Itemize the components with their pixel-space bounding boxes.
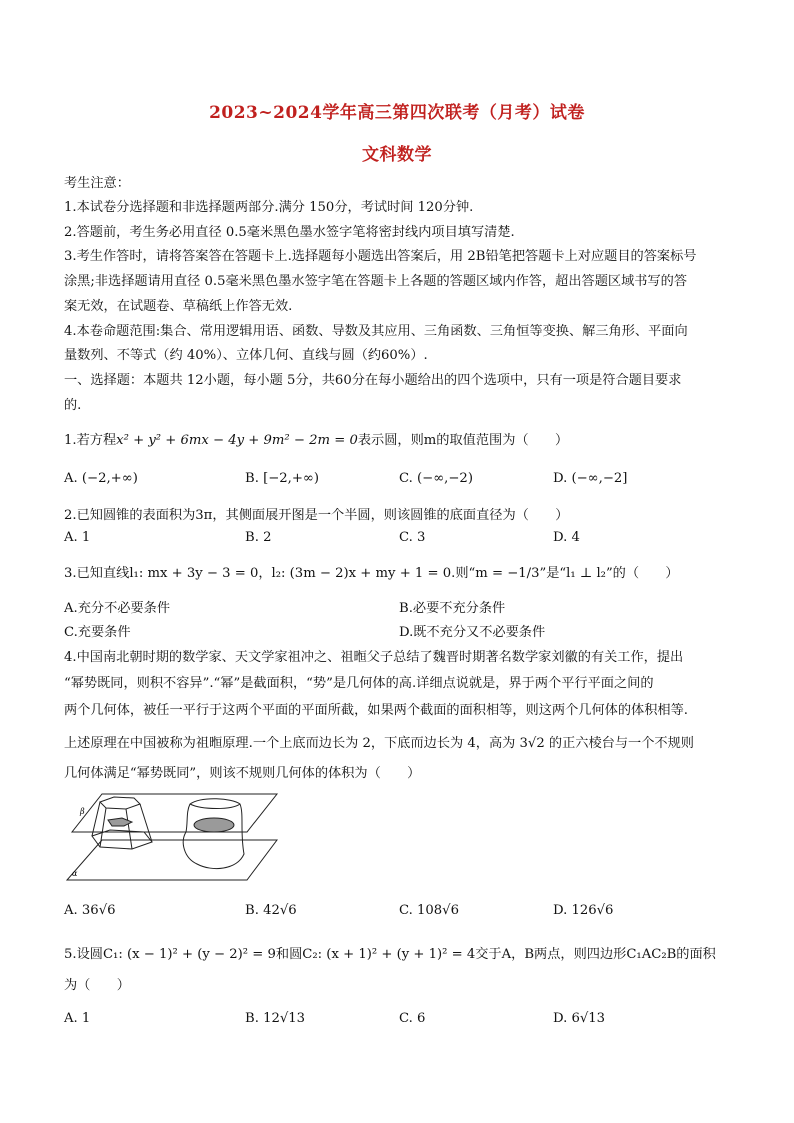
question-1-stem: [64, 430, 744, 452]
q1-option-b[interactable]: B. [−2,+∞): [245, 471, 320, 486]
question-3-options-row2: [64, 621, 744, 643]
q4-option-b[interactable]: B. 42√6: [245, 903, 297, 918]
q1-formula: x² + y² + 6mx − 4y + 9m² − 2m = 0: [116, 433, 358, 448]
question-5-options: [64, 1011, 744, 1033]
q2-option-a[interactable]: A. 1: [64, 530, 91, 545]
section-heading-cont: 的.: [64, 398, 82, 413]
label-alpha: α: [72, 869, 78, 878]
question-4-stem-line: 几何体满足“幂势既同”，则该不规则几何体的体积为（ ）: [64, 766, 421, 781]
notice-item: 3.考生作答时，请将答案答在答题卡上.选择题每小题选出答案后，用 2B铅笔把答题卡上对应题目的答案标号: [64, 249, 697, 264]
question-4-stem-line: 4.中国南北朝时期的数学家、天文学家祖冲之、祖暅父子总结了魏晋时期著名数学家刘徽的有关工作，提出: [64, 650, 684, 665]
q4-option-d[interactable]: D. 126√6: [553, 903, 614, 918]
question-4-stem-line: “幂势既同，则积不容异”.“幂”是截面积，“势”是几何体的高.详细点说就是，界于两个平行平面之间的: [64, 676, 654, 691]
question-5-stem-cont: 为（ ）: [64, 978, 130, 993]
zugeng-principle-figure: [62, 792, 282, 882]
q5-option-a[interactable]: A. 1: [64, 1011, 91, 1026]
question-3-options-row1: [64, 597, 744, 619]
q1-option-d[interactable]: D. (−∞,−2]: [553, 471, 628, 486]
notice-heading: 考生注意：: [64, 176, 130, 191]
question-4-options: [64, 903, 744, 925]
q1-option-c[interactable]: C. (−∞,−2): [399, 471, 473, 486]
q4-option-c[interactable]: C. 108√6: [399, 903, 459, 918]
q1-option-a[interactable]: A. (−2,+∞): [64, 471, 138, 486]
question-1-options: [64, 471, 744, 493]
question-4-stem-line: 两个几何体，被任一平行于这两个平面的平面所截，如果两个截面的面积相等，则这两个几何体的体积相等.: [64, 703, 689, 718]
irregular-solid: [183, 799, 244, 869]
q2-option-d[interactable]: D. 4: [553, 530, 580, 545]
q4-option-a[interactable]: A. 36√6: [64, 903, 116, 918]
q1-suffix: 表示圆，则m的取值范围为（ ）: [357, 433, 569, 448]
q3-option-d[interactable]: D.既不充分又不必要条件: [399, 625, 546, 640]
question-2-stem: 2.已知圆锥的表面积为3π，其侧面展开图是一个半圆，则该圆锥的底面直径为（ ）: [64, 508, 569, 523]
question-5-stem: 5.设圆C₁: (x − 1)² + (y − 2)² = 9和圆C₂: (x + 1)² + (y + 1)² = 4交于A，B两点，则四边形C₁AC₂B的面积: [64, 947, 716, 962]
q2-option-c[interactable]: C. 3: [399, 530, 426, 545]
notice-item: 量数列、不等式（约 40%）、立体几何、直线与圆（约60%）.: [64, 348, 428, 363]
q5-option-b[interactable]: B. 12√13: [245, 1011, 306, 1026]
notice-item: 1.本试卷分选择题和非选择题两部分.满分 150分，考试时间 120分钟.: [64, 200, 474, 215]
q2-option-b[interactable]: B. 2: [245, 530, 272, 545]
notice-item: 案无效，在试题卷、草稿纸上作答无效.: [64, 299, 293, 314]
question-3-stem: 3.已知直线l₁: mx + 3y − 3 = 0，l₂: (3m − 2)x + my + 1 = 0.则“m = −1/3”是“l₁ ⊥ l₂”的（ ）: [64, 566, 679, 581]
notice-item: 涂黑;非选择题请用直径 0.5毫米黑色墨水签字笔在答题卡上各题的答题区域内作答，超出答题区域书写的答: [64, 274, 688, 289]
exam-subtitle: 文科数学: [362, 145, 432, 165]
notice-item: 2.答题前，考生务必用直径 0.5毫米黑色墨水签字笔将密封线内项目填写清楚.: [64, 225, 515, 240]
q3-option-b[interactable]: B.必要不充分条件: [399, 601, 506, 616]
label-beta: β: [80, 807, 85, 816]
plane-alpha: [67, 840, 277, 880]
notice-item: 4.本卷命题范围:集合、常用逻辑用语、函数、导数及其应用、三角函数、三角恒等变换、解三角形、平面向: [64, 324, 688, 339]
q3-option-c[interactable]: C.充要条件: [64, 625, 131, 640]
q1-prefix: 1.若方程: [64, 433, 117, 448]
hexagonal-frustum: [92, 797, 152, 849]
question-2-options: [64, 530, 744, 552]
q3-option-a[interactable]: A.充分不必要条件: [64, 601, 171, 616]
question-4-stem-line: 上述原理在中国被称为祖暅原理.一个上底而边长为 2，下底而边长为 4，高为 3√2 的正六棱台与一个不规则: [64, 736, 694, 751]
exam-title: 2023~2024学年高三第四次联考（月考）试卷: [209, 103, 585, 123]
q5-option-c[interactable]: C. 6: [399, 1011, 426, 1026]
q5-option-d[interactable]: D. 6√13: [553, 1011, 606, 1026]
section-heading: 一、选择题：本题共 12小题，每小题 5分，共60分在每小题给出的四个选项中，只有一项是符合题目要求: [64, 373, 682, 388]
